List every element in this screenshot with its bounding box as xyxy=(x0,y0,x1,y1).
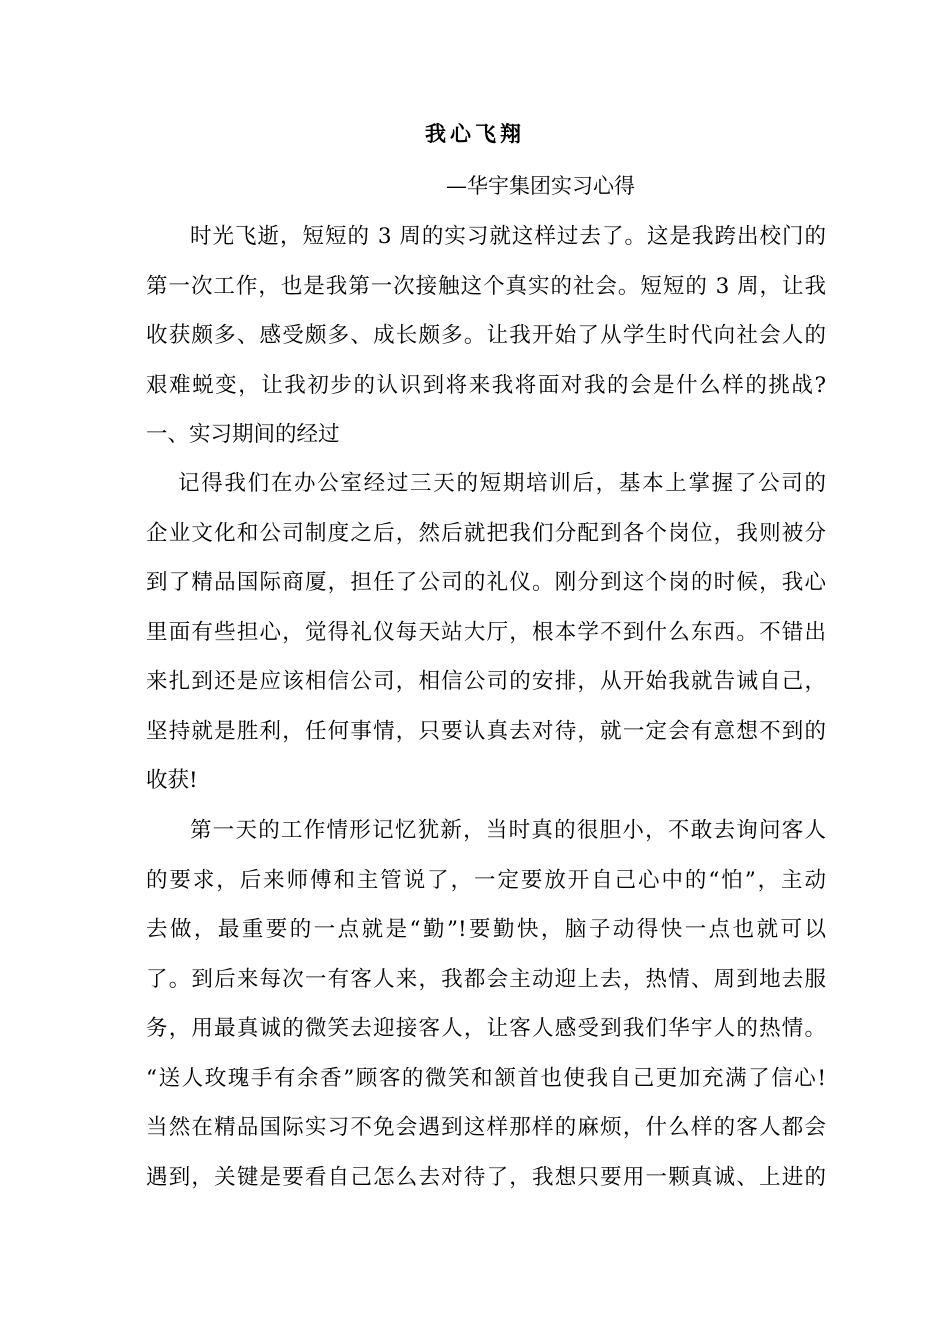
paragraph-line: 了。到后来每次一有客人来，我都会主动迎上去，热情、周到地去服 xyxy=(146,966,826,992)
paragraph-intro xyxy=(146,212,826,410)
paragraph-line: 里面有些担心，觉得礼仪每天站大厅，根本学不到什么东西。不错出 xyxy=(146,619,826,645)
paragraph-line: 记得我们在办公室经过三天的短期培训后，基本上掌握了公司的 xyxy=(178,471,826,496)
paragraph-line: 收获! xyxy=(146,768,198,793)
paragraph-internship-process xyxy=(146,459,826,806)
paragraph-line: 的要求，后来师傅和主管说了，一定要放开自己心中的“怕”，主动 xyxy=(146,867,826,893)
paragraph-line: 收获颇多、感受颇多、成长颇多。让我开始了从学生时代向社会人的 xyxy=(146,323,826,348)
paragraph-line: 务，用最真诚的微笑去迎接客人，让客人感受到我们华宇人的热情。 xyxy=(146,1016,826,1041)
paragraph-line: 第一天的工作情形记忆犹新，当时真的很胆小，不敢去询问客人 xyxy=(190,818,826,843)
section-heading-block xyxy=(146,410,826,460)
paragraph-line: 当然在精品国际实习不免会遇到这样那样的麻烦，什么样的客人都会 xyxy=(146,1115,826,1140)
paragraph-line: 遇到，关键是要看自己怎么去对待了，我想只要用一颗真诚、上进的 xyxy=(146,1164,826,1190)
paragraph-line: 时光飞逝，短短的 3 周的实习就这样过去了。这是我跨出校门的 xyxy=(190,224,826,249)
document-title: 我心飞翔 xyxy=(425,121,525,146)
paragraph-line: 企业文化和公司制度之后，然后就把我们分配到各个岗位，我则被分 xyxy=(146,520,826,546)
paragraph-line: 来扎到还是应该相信公司，相信公司的安排，从开始我就告诫自己， xyxy=(146,669,826,694)
paragraph-line: 第一次工作，也是我第一次接触这个真实的社会。短短的 3 周，让我 xyxy=(146,273,826,299)
paragraph-line: 艰难蜕变，让我初步的认识到将来我将面对我的会是什么样的挑战? xyxy=(146,372,826,398)
document-subtitle: —华宇集团实习心得 xyxy=(446,174,635,198)
paragraph-line: 去做，最重要的一点就是“勤”!要勤快，脑子动得快一点也就可以 xyxy=(146,917,826,942)
paragraph-first-day xyxy=(146,806,826,1202)
paragraph-line: 坚持就是胜利，任何事情，只要认真去对待，就一定会有意想不到的 xyxy=(146,718,826,744)
paragraph-line: “送人玫瑰手有余香”顾客的微笑和颔首也使我自己更加充满了信心! xyxy=(146,1065,826,1091)
section-heading: 一、实习期间的经过 xyxy=(146,422,340,447)
paragraph-line: 到了精品国际商厦，担任了公司的礼仪。刚分到这个岗的时候，我心 xyxy=(146,570,826,595)
